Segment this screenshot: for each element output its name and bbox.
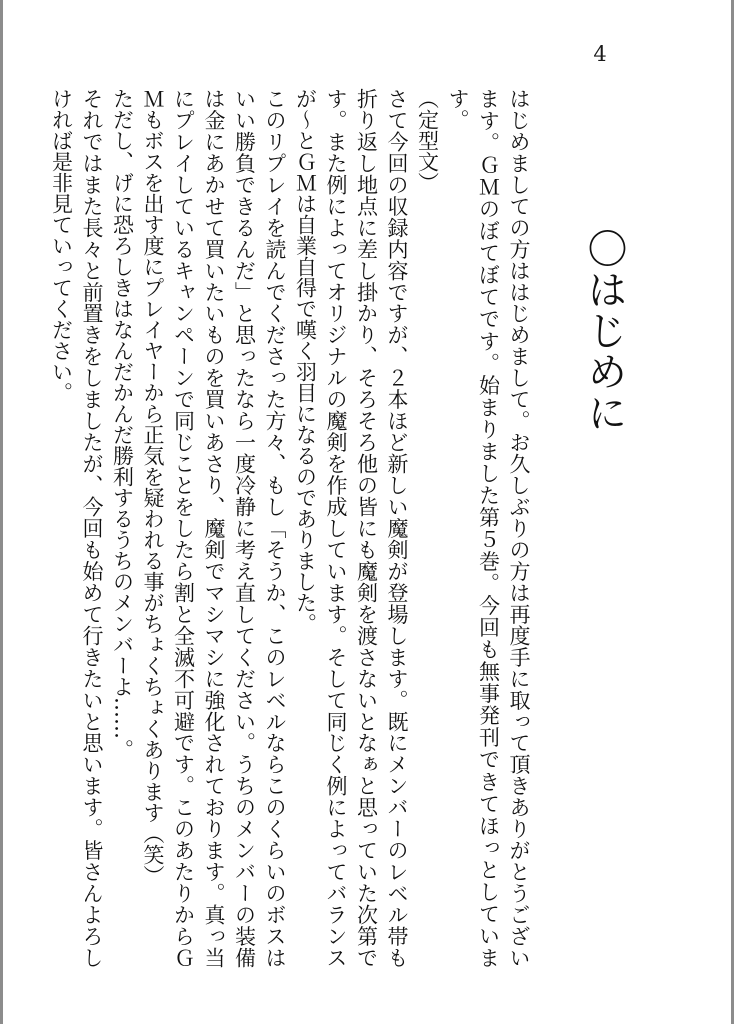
paragraph-warning: このリプレイを読んでくださった方々、もし「そうか、このレベルならこのくらいのボスはいい勝負できるんだ」と思ったなら一度冷静に考え直してください。うちのメンバーの装備は金にあかせて買いたいものを買いあさり、魔剣でマシマシに強化されております。真っ当にプレイしているキャンペーンで同じことをしたら割と全滅不可避です。このあたりからＧＭもボスを出す度にプレイヤーから正気を疑われる事がちょくちょくあります（笑） — [141, 88, 287, 968]
paragraph-boilerplate-note: （定型文） — [415, 88, 440, 193]
paragraph-closing: それではまた長々と前置きをしましたが、今回も始めて行きたいと思います。皆さんよろしければ是非見ていってください。 — [49, 88, 104, 968]
paragraph-contents: さて今回の収録内容ですが、２本ほど新しい魔剣が登場します。既にメンバーのレベル帯も折り返し地点に差し掛かり、そろそろ他の皆にも魔剣を渡さないとなぁと思っていた次第です。また例によってオリジナルの魔剣を作成しています。そして同じく例によってバランスが～とＧＭは自業自得で嘆く羽目になるのでありました。 — [293, 88, 409, 968]
body-text — [46, 88, 534, 968]
paragraph-greeting: はじめましての方ははじめまして。お久しぶりの方は再度手に取って頂きありがとうございます。ＧＭのぼてぼてです。始まりました第５巻。今回も無事発刊できてほっとしています。 — [446, 88, 531, 968]
paragraph-aside: ただし、げに恐ろしきはなんだかんだ勝利するうちのメンバーよ……。 — [110, 88, 135, 760]
page-left-edge — [0, 0, 3, 1024]
chapter-heading: 〇はじめに — [581, 228, 627, 433]
page-number: 4 — [593, 42, 607, 66]
